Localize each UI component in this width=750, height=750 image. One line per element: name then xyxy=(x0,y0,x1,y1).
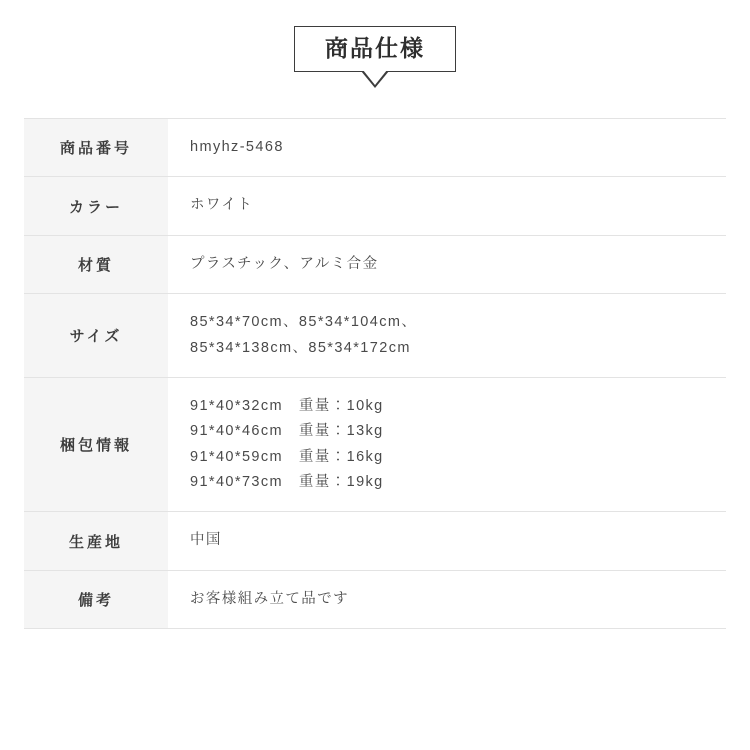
spec-table-body xyxy=(24,119,726,629)
spec-value-line: プラスチック、アルミ合金 xyxy=(190,255,379,272)
spec-value-line: 91*40*73cm 重量：19kg xyxy=(190,474,384,490)
spec-value-line: ホワイト xyxy=(190,197,254,214)
spec-value-line: 91*40*59cm 重量：16kg xyxy=(190,448,384,465)
spec-value-line: 85*34*70cm、85*34*104cm、 xyxy=(190,314,418,331)
spec-value-line: 91*40*32cm 重量：10kg xyxy=(190,397,384,414)
title-tail-fill-icon xyxy=(363,70,387,85)
table-row xyxy=(24,377,726,512)
spec-label-product-number: 商品番号 xyxy=(24,119,168,177)
spec-label-origin: 生産地 xyxy=(24,512,168,570)
spec-value-remarks xyxy=(168,570,726,628)
spec-value-origin xyxy=(168,512,726,570)
page-title: 商品仕様 xyxy=(325,35,425,61)
table-row xyxy=(24,570,726,628)
title-banner xyxy=(0,26,750,72)
title-box xyxy=(294,26,456,72)
spec-value-packaging xyxy=(168,377,726,512)
spec-table xyxy=(24,118,726,629)
spec-value-line: 中国 xyxy=(190,532,222,549)
spec-label-color: カラー xyxy=(24,177,168,235)
spec-label-material: 材質 xyxy=(24,235,168,293)
table-row xyxy=(24,294,726,378)
spec-value-size xyxy=(168,294,726,378)
spec-label-size: サイズ xyxy=(24,294,168,378)
spec-value-line: hmyhz-5468 xyxy=(190,139,284,155)
table-row xyxy=(24,119,726,177)
spec-value-material xyxy=(168,235,726,293)
spec-value-product-number xyxy=(168,119,726,177)
table-row xyxy=(24,235,726,293)
spec-value-line: お客様組み立て品です xyxy=(190,590,349,607)
table-row xyxy=(24,177,726,235)
spec-value-line: 91*40*46cm 重量：13kg xyxy=(190,423,384,440)
spec-value-line: 85*34*138cm、85*34*172cm xyxy=(190,339,411,356)
spec-value-color xyxy=(168,177,726,235)
table-row xyxy=(24,512,726,570)
spec-label-packaging: 梱包情報 xyxy=(24,377,168,512)
spec-label-remarks: 備考 xyxy=(24,570,168,628)
